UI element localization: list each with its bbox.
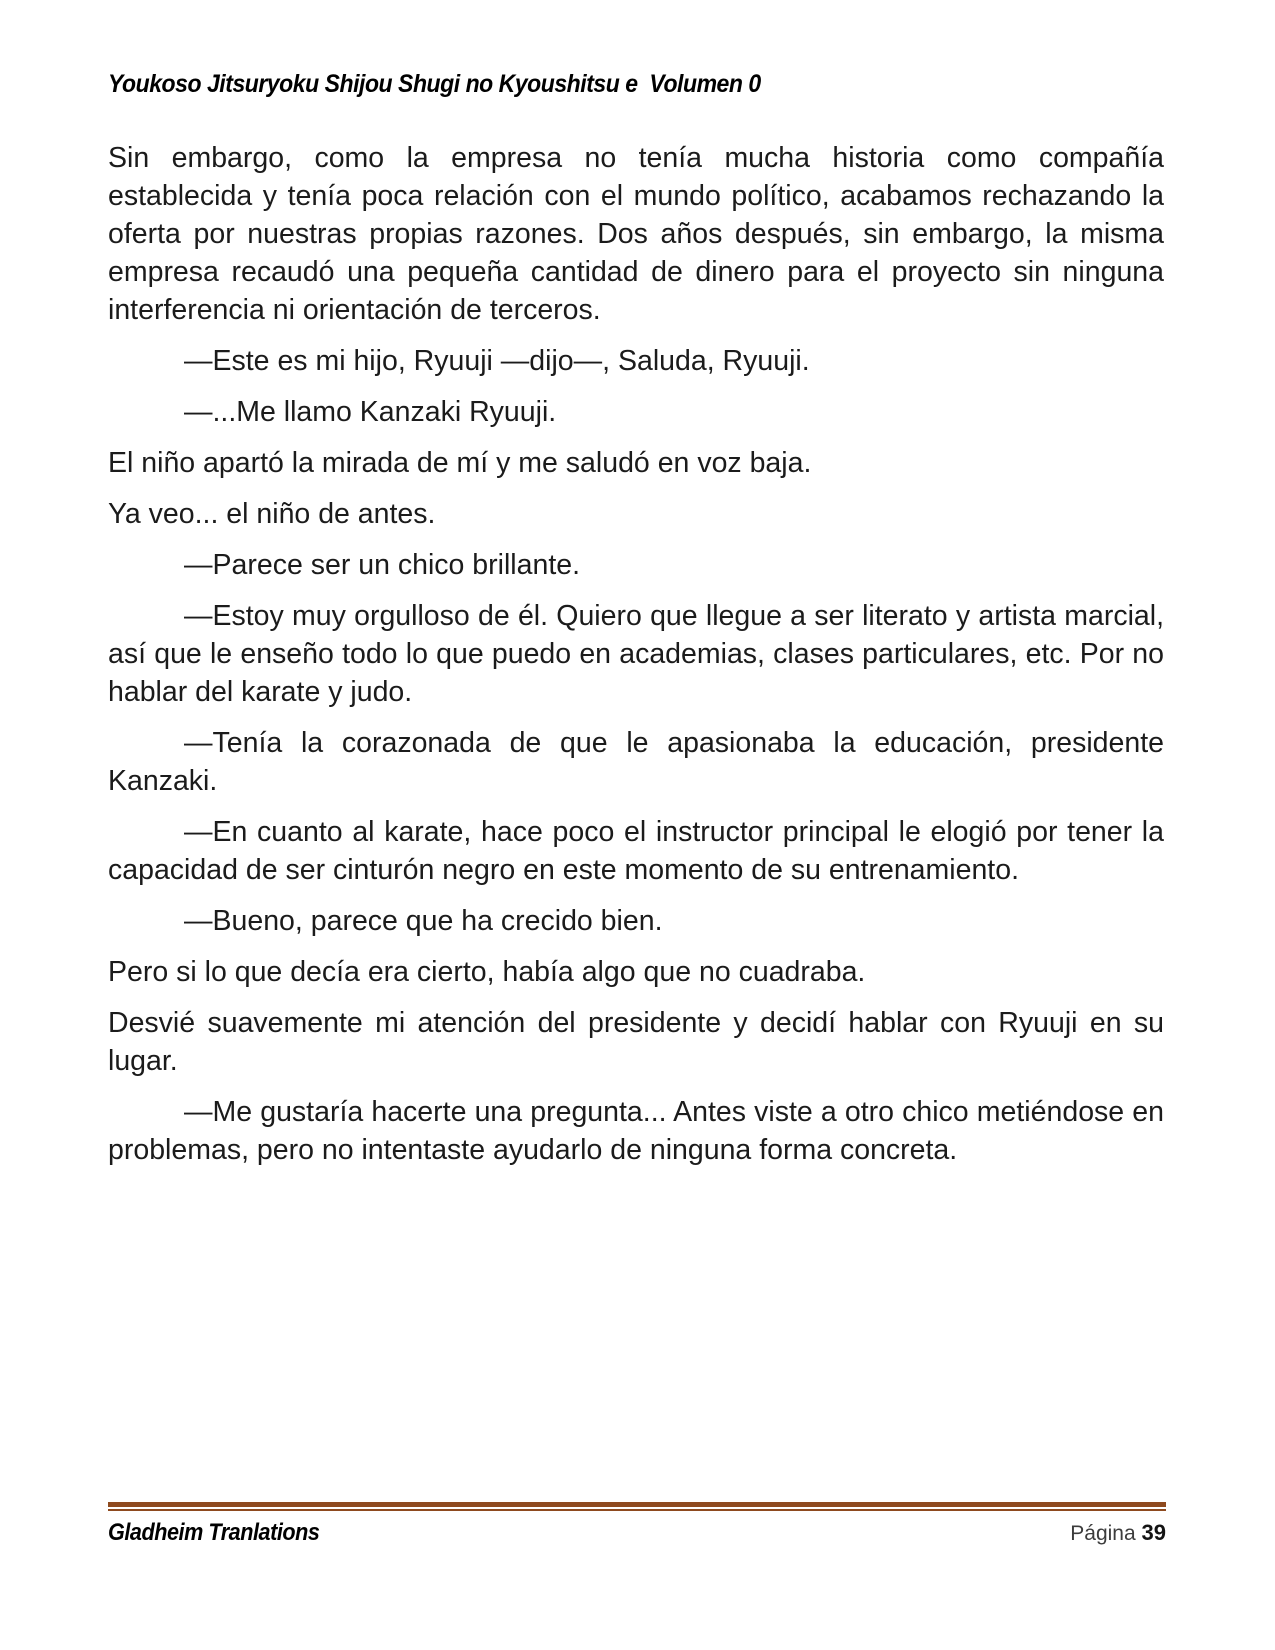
document-body [108,139,1164,1182]
dialogue-paragraph: —Me gustaría hacerte una pregunta... Antes viste a otro chico metiéndose en problemas, pero no intentaste ayudarlo de ninguna forma concreta. [108,1096,1164,1166]
dialogue-paragraph: —Tenía la corazonada de que le apasionaba la educación, presidente Kanzaki. [108,727,1164,797]
dialogue-paragraph: —Parece ser un chico brillante. [184,549,581,581]
footer-rule [108,1502,1166,1511]
header-title: Youkoso Jitsuryoku Shijou Shugi no Kyoushitsu e Volumen 0 [108,70,761,98]
footer-translator-credit: Gladheim Tranlations [108,1519,320,1546]
dialogue-paragraph: —...Me llamo Kanzaki Ryuuji. [184,396,557,428]
footer-page-indicator [1070,1520,1166,1546]
dialogue-paragraph: —En cuanto al karate, hace poco el instructor principal le elogió por tener la capacidad de ser cinturón negro en este momento de su entrenamiento. [108,816,1164,886]
paragraph: El niño apartó la mirada de mí y me saludó en voz baja. [108,447,812,479]
footer-row [108,1519,1166,1547]
paragraph: Sin embargo, como la empresa no tenía mucha historia como compañía establecida y tenía poca relación con el mundo político, acabamos rechazando la oferta por nuestras propias razones. Dos años después, sin embargo, la misma empresa recaudó una pequeña cantidad de dinero para el proyecto sin ninguna interferencia ni orientación de terceros. [108,142,1164,326]
dialogue-paragraph: —Bueno, parece que ha crecido bien. [184,905,663,937]
dialogue-paragraph: —Estoy muy orgulloso de él. Quiero que llegue a ser literato y artista marcial, así que le enseño todo lo que puedo en academias, clases particulares, etc. Por no hablar del karate y judo. [108,600,1164,708]
page-header [108,70,1168,99]
paragraph: Pero si lo que decía era cierto, había algo que no cuadraba. [108,956,866,988]
footer-page-label: Página [1070,1522,1142,1545]
page-footer [108,1502,1166,1547]
footer-page-number: 39 [1141,1520,1166,1545]
paragraph: Ya veo... el niño de antes. [108,498,436,530]
paragraph: Desvié suavemente mi atención del presidente y decidí hablar con Ryuuji en su lugar. [108,1007,1164,1077]
dialogue-paragraph: —Este es mi hijo, Ryuuji —dijo—, Saluda, Ryuuji. [184,345,810,377]
